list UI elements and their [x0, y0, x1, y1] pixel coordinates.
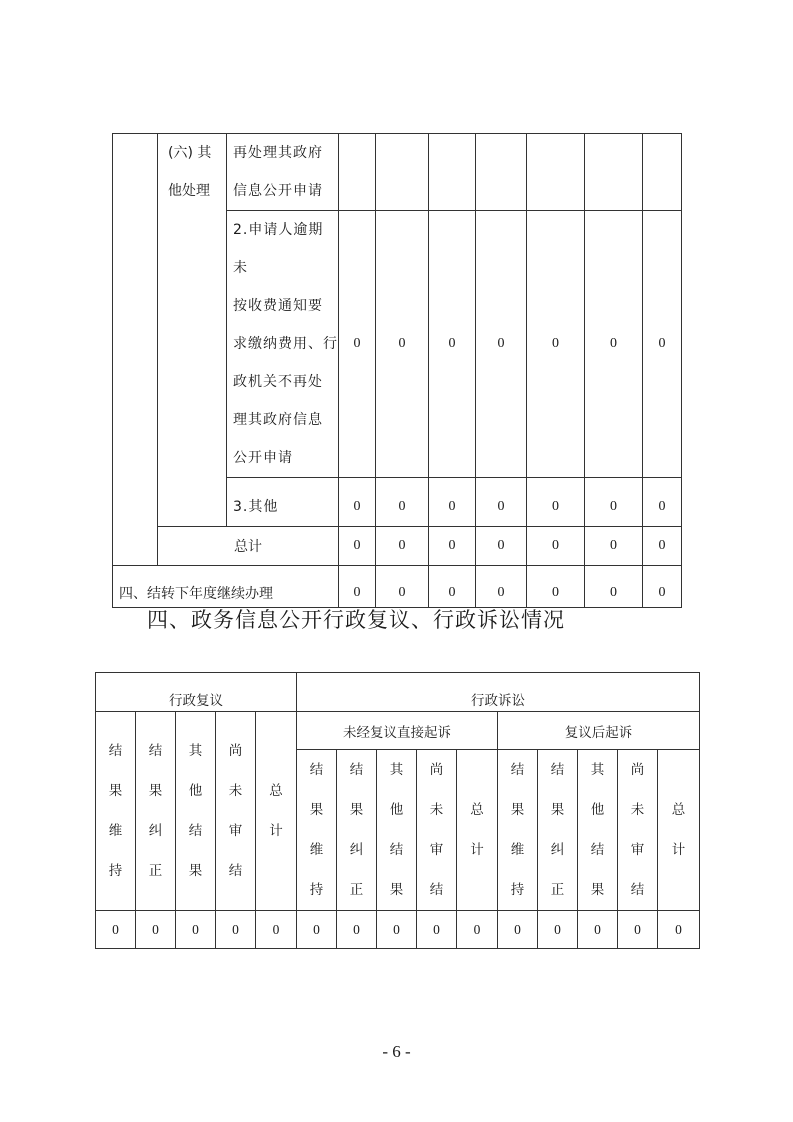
value-cell: 0 [216, 911, 256, 949]
value-cell: 0 [429, 478, 476, 527]
value-cell: 0 [429, 527, 476, 566]
outer-category-cell [113, 134, 158, 566]
value-cell: 0 [658, 911, 700, 949]
value-cell: 0 [585, 478, 643, 527]
col-header-pending: 尚 未 审 结 [216, 712, 256, 911]
value-cell: 0 [476, 527, 527, 566]
value-cell: 0 [585, 527, 643, 566]
value-cell: 0 [476, 211, 527, 478]
after-review-suit-header: 复议后起诉 [498, 712, 700, 750]
value-cell: 0 [376, 566, 429, 608]
value-cell: 0 [376, 478, 429, 527]
carryover-row [113, 566, 682, 608]
direct-suit-header: 未经复议直接起诉 [297, 712, 498, 750]
value-cell [339, 134, 376, 211]
value-cell [476, 134, 527, 211]
value-cell: 0 [256, 911, 297, 949]
col-header-upheld: 结 果 维 持 [297, 750, 337, 911]
value-cell: 0 [457, 911, 498, 949]
section-heading: 四、政务信息公开行政复议、行政诉讼情况 [147, 608, 565, 632]
value-cell: 0 [498, 911, 538, 949]
value-cell: 0 [643, 566, 682, 608]
carryover-label: 四、结转下年度继续办理 [113, 566, 339, 608]
value-cell: 0 [578, 911, 618, 949]
col-header-upheld: 结 果 维 持 [498, 750, 538, 911]
value-cell: 0 [417, 911, 457, 949]
review-litigation-table [95, 672, 700, 949]
value-cell [429, 134, 476, 211]
col-header-total: 总 计 [457, 750, 498, 911]
value-cell: 0 [618, 911, 658, 949]
category-label-line: 他处理 [168, 183, 210, 199]
value-cell: 0 [96, 911, 136, 949]
value-cell: 0 [136, 911, 176, 949]
col-header-other-result: 其 他 结 果 [578, 750, 618, 911]
value-cell: 0 [476, 566, 527, 608]
col-header-total: 总 计 [256, 712, 297, 911]
value-cell: 0 [527, 566, 585, 608]
category-label-line: (六) 其 [168, 145, 212, 161]
page-number: - 6 - [382, 1042, 411, 1061]
value-cell: 0 [538, 911, 578, 949]
value-cell: 0 [527, 211, 585, 478]
value-cell: 0 [643, 478, 682, 527]
value-cell: 0 [429, 566, 476, 608]
col-header-upheld: 结 果 维 持 [96, 712, 136, 911]
row-label-line: 政机关不再处 [233, 374, 323, 390]
table-row [113, 134, 682, 211]
col-header-corrected: 结 果 纠 正 [136, 712, 176, 911]
value-cell: 0 [377, 911, 417, 949]
value-cell: 0 [339, 478, 376, 527]
value-cell [585, 134, 643, 211]
row-label-line: 3.其他 [233, 499, 279, 515]
group-header-row [96, 673, 700, 712]
row-label [227, 134, 339, 211]
subgroup-header-row [96, 712, 700, 750]
total-row [113, 527, 682, 566]
value-cell [376, 134, 429, 211]
value-cell: 0 [339, 566, 376, 608]
value-cell: 0 [585, 566, 643, 608]
row-label-line: 再处理其政府 [233, 145, 323, 161]
admin-review-header: 行政复议 [96, 673, 297, 712]
admin-litigation-header: 行政诉讼 [297, 673, 700, 712]
value-cell: 0 [476, 478, 527, 527]
total-label: 总计 [158, 527, 339, 566]
col-header-corrected: 结 果 纠 正 [538, 750, 578, 911]
col-header-other-result: 其 他 结 果 [176, 712, 216, 911]
row-label-line: 公开申请 [233, 450, 293, 466]
value-cell: 0 [643, 527, 682, 566]
col-header-total: 总 计 [658, 750, 700, 911]
value-cell: 0 [297, 911, 337, 949]
value-cell: 0 [643, 211, 682, 478]
value-cell: 0 [339, 211, 376, 478]
value-cell: 0 [376, 527, 429, 566]
row-label [227, 478, 339, 527]
value-cell: 0 [527, 478, 585, 527]
row-label-line: 2.申请人逾期未 [233, 222, 324, 276]
col-header-pending: 尚 未 审 结 [417, 750, 457, 911]
col-header-other-result: 其 他 结 果 [377, 750, 417, 911]
col-header-pending: 尚 未 审 结 [618, 750, 658, 911]
value-cell [527, 134, 585, 211]
value-cell: 0 [176, 911, 216, 949]
application-handling-table [112, 133, 682, 608]
row-label [227, 211, 339, 478]
row-label-line: 按收费通知要 [233, 298, 323, 314]
value-cell: 0 [585, 211, 643, 478]
row-label-line: 求缴纳费用、行 [233, 336, 338, 352]
value-cell: 0 [429, 211, 476, 478]
row-label-line: 信息公开申请 [233, 183, 323, 199]
value-cell [643, 134, 682, 211]
value-cell: 0 [339, 527, 376, 566]
col-header-corrected: 结 果 纠 正 [337, 750, 377, 911]
value-cell: 0 [527, 527, 585, 566]
value-cell: 0 [376, 211, 429, 478]
row-label-line: 理其政府信息 [233, 412, 323, 428]
value-cell: 0 [337, 911, 377, 949]
values-row [96, 911, 700, 949]
category-cell [158, 134, 227, 527]
